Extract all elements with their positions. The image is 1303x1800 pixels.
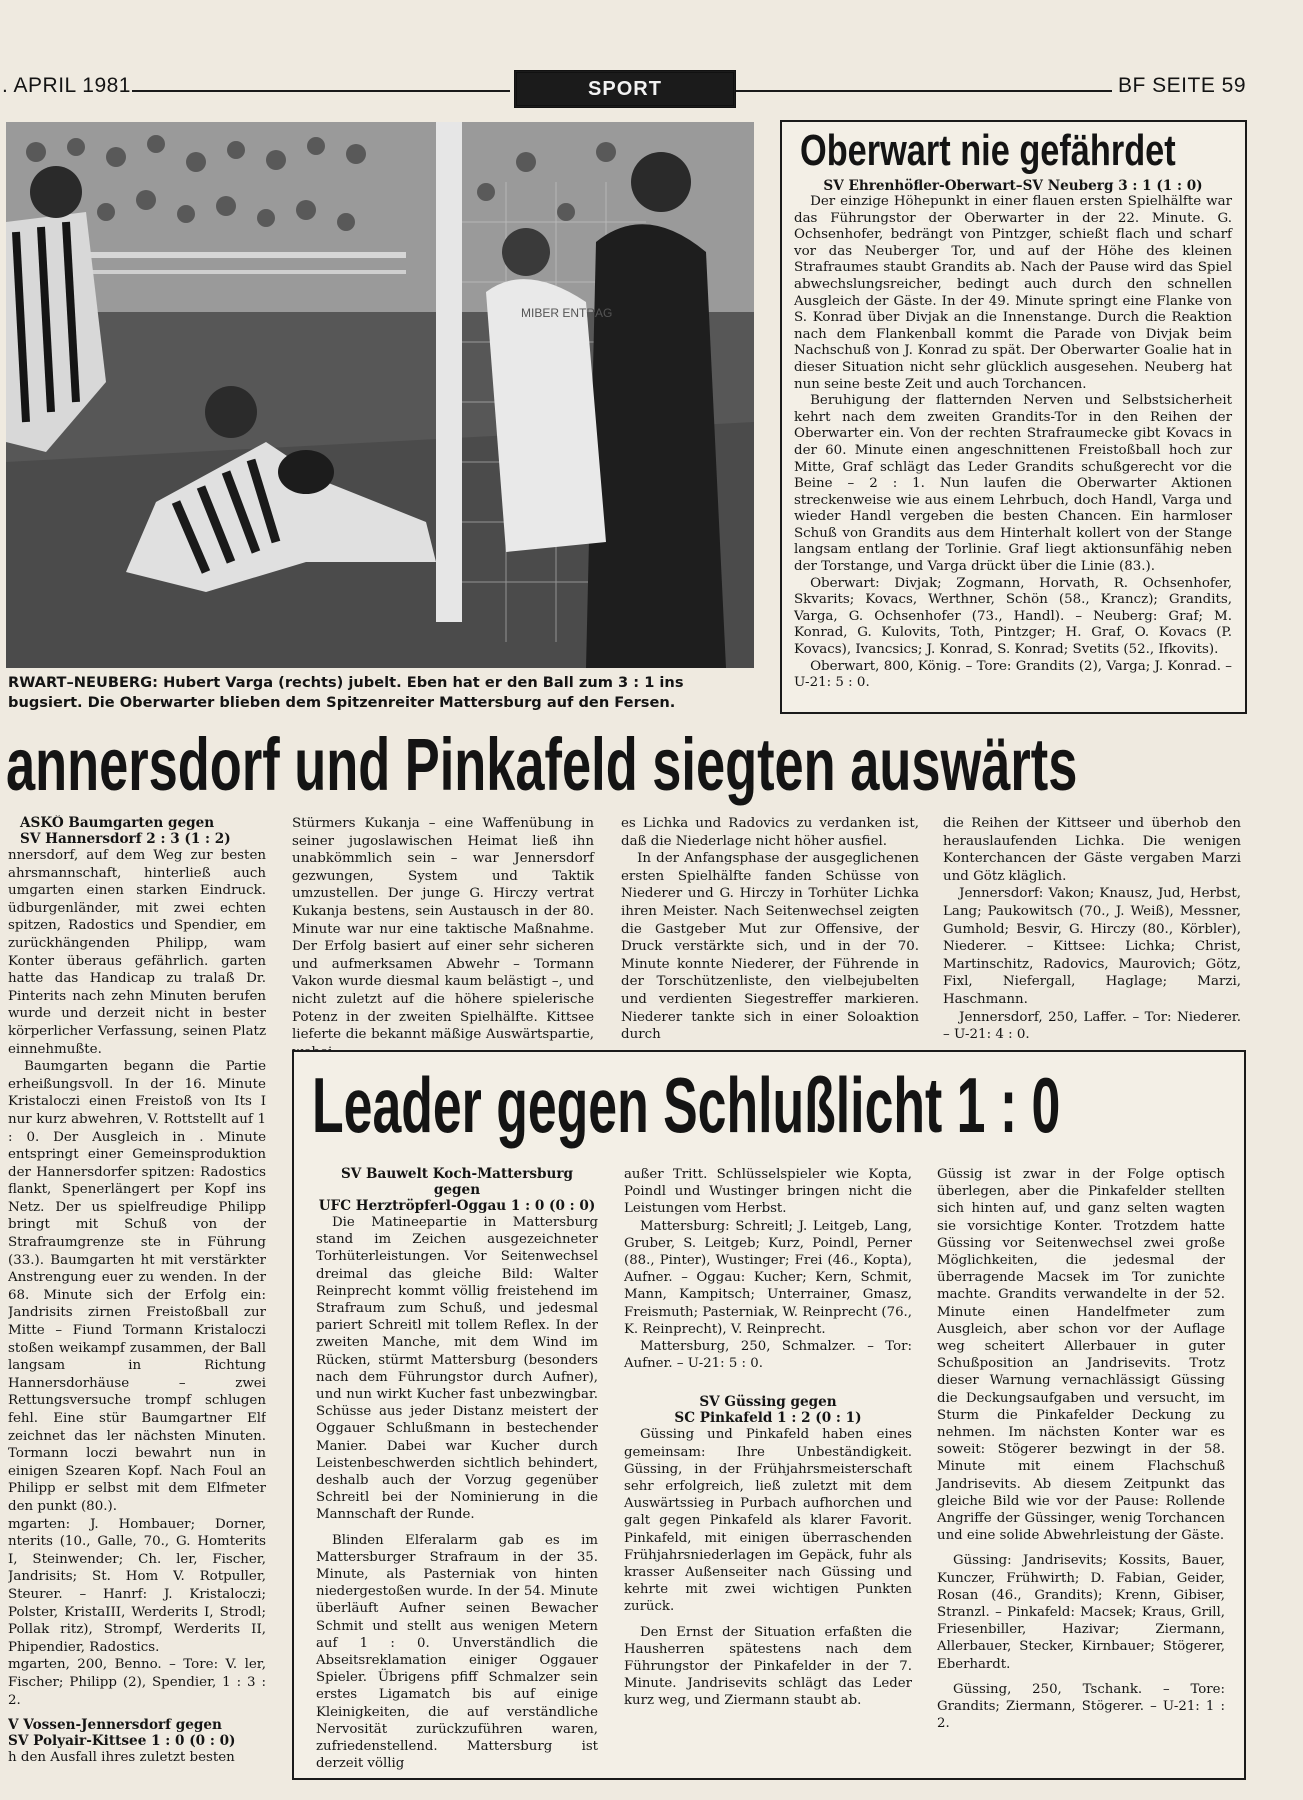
section-label: SPORT: [514, 70, 736, 108]
page-number: BF SEITE 59: [1118, 74, 1247, 97]
article2-col2: [292, 815, 594, 1061]
leader-col3: [937, 1166, 1225, 1733]
jennersdorf-lineup: Jennersdorf: Vakon; Knausz, Jud, Herbst, Lang; Paukowitsch (70., J. Weiß), Messner, Gumhold; Besvir, G. Hirczy (80., Körbler), Niederer. – Kittsee: Lichka; Christ, Martinschitz, Radovics, Maurovich; Götz, Fixl, Niefergall, Haglage; Marzi, Haschmann.: [943, 886, 1241, 1007]
oberwart-match-result: SV Ehrenhöfler-Oberwart–SV Neuberg 3 : 1 (1 : 0): [823, 178, 1203, 194]
oberwart-paragraph-1: Der einzige Höhepunkt in einer flauen ersten Spielhälfte war das Führungstor der Oberwarter in der 22. Minute. G. Ochsenhofer, bedrängt von Pintzger, schießt flach und scharf vor das Neuberger Tor, und auf der Höhe des kleinen Strafraumes staubt Grandits ab. Nach der Pause wird das Spiel abwechslungsreicher, bedingt auch durch den schnellen Ausgleich der Gäste. In der 49. Minute springt eine Flanke von S. Konrad über Divjak an die Innenstange. Durch die Reaktion nach dem Flankenball kommt die Parade von Divjak beim Nachschuß von J. Konrad zu spät. Der Oberwarter Goalie hat in dieser Situation nicht sehr glücklich ausgesehen. Neuberg hat nun seine beste Zeit und auch Torchancen.: [794, 194, 1232, 392]
match-result-baumgarten: SV Hannersdorf 2 : 3 (1 : 2): [20, 831, 231, 847]
leader-report-box: [292, 1050, 1246, 1780]
page-date: . APRIL 1981: [2, 74, 131, 97]
jennersdorf-paragraph-4: die Reihen der Kittseer und überhob den herauslaufenden Lichka. Die wenigen Konterchancen der Gäste vergaben Marzi und Götz kläglich.: [943, 816, 1241, 884]
mattersburg-lineup: Mattersburg: Schreitl; J. Leitgeb, Lang, Gruber, S. Leitgeb; Kurz, Poindl, Perner (88., Pinter), Wustinger; Frei (46., Kopta), Aufner. – Oggau: Kucher; Kern, Schmit, Mann, Kampitsch; Unterrainer, Gmasz, Freismuth; Pasterniak, W. Reinprecht (76., K. Reinprecht), V. Reinprecht.: [624, 1218, 912, 1337]
oberwart-stats: Oberwart, 800, König. – Tore: Grandits (2), Varga; J. Konrad. – U-21: 5 : 0.: [794, 658, 1232, 691]
spacer: [937, 1673, 1225, 1681]
header-rule-left: [132, 90, 510, 92]
caption-line-2: bugsiert. Die Oberwarter blieben dem Spitzenreiter Mattersburg auf den Fersen.: [8, 694, 676, 711]
baumgarten-lineup: mgarten: J. Hombauer; Dorner, nterits (10., Galle, 70., G. Homterits I, Steinwender; Ch. ler, Fischer, Jandrisits; St. Hom V. Rotpuller, Steurer. – Hanrf: J. Kristaloczi; Polster, KristaIII, Werderits I, Strodl; Pollak ritz), Strompf, Werderits II, Phipendier, Radostics.: [8, 1516, 266, 1655]
caption-line-1: RWART–NEUBERG: Hubert Varga (rechts) jubelt. Eben hat er den Ball zum 3 : 1 ins: [8, 674, 684, 691]
jennersdorf-paragraph-start: h den Ausfall ihres zuletzt besten: [8, 1750, 235, 1766]
spacer: [8, 1709, 266, 1717]
match-heading-jennersdorf: V Vossen-Jennersdorf gegen: [8, 1717, 222, 1734]
article2-col3: [621, 815, 919, 1044]
spacer: [624, 1372, 912, 1394]
guessing-paragraph-2: Den Ernst der Situation erfaßten die Hausherren spätestens nach dem Führungstor der Pinkafelder in der 7. Minute. Jandrisevits schlägt das Leder kurz weg, und Ziermann staubt ab.: [624, 1624, 912, 1709]
leader-col2: [624, 1166, 912, 1710]
header-rule-right: [736, 90, 1112, 92]
article2-headline: annersdorf und Pinkafeld siegten auswärts: [6, 723, 1078, 806]
oberwart-lineup: Oberwart: Divjak; Zogmann, Horvath, R. Ochsenhofer, Skvarits; Kovacs, Werthner, Schön (58., Krancz); Grandits, Varga, G. Ochsenhofer (73., Handl). – Neuberg: Graf; M. Konrad, G. Kulovits, Toth, Pintzger; H. Graf, O. Kovacs (P. Kovacs), Ivancsics; J. Konrad, S. Konrad; Svetits (52., Ifkovits).: [794, 575, 1232, 658]
mattersburg-paragraph-2: Blinden Elferalarm gab es im Mattersburger Strafraum in der 35. Minute, als Pasterniak von hinten niedergestoßen wurde. In der 54. Minute überläuft Aufner seinen Bewacher Schmit und stellt aus wenigen Metern auf 1 : 0. Unverständlich die Abseitsreklamation einiger Oggauer Spieler. Übrigens pfiff Schmalzer sein erstes Ligamatch bis auf einige Kleinigkeiten, die auf verständliche Nervosität zurückzuführen waren, zufriedenstellend. Mattersburg ist derzeit völlig: [316, 1532, 598, 1772]
spacer: [937, 1544, 1225, 1552]
goalkeeper-shirt-text: MIBER ENTRAG: [521, 306, 613, 320]
mattersburg-paragraph-3: außer Tritt. Schlüsselspieler wie Kopta, Poindl und Wustinger bringen nicht die Leistungen vom Herbst.: [624, 1167, 912, 1217]
jennersdorf-paragraph-3: In der Anfangsphase der ausgeglichenen ersten Spielhälfte fanden Schüsse von Niederer und G. Hirczy in Torhüter Lichka ihren Meister. Nach Seitenwechsel zeigten die Gastgeber Mut zur Offensive, der Druck verstärkte sich, und in der 70. Minute konnte Niederer, der Führende in der Torschützenliste, den vielbejubelten und verdienten Siegestreffer markieren. Niederer tankte sich in einer Soloaktion durch: [621, 851, 919, 1043]
guessing-stats: Güssing, 250, Tschank. – Tore: Grandits; Ziermann, Stögerer. – U-21: 1 : 2.: [937, 1681, 1225, 1732]
oberwart-report-box: [780, 120, 1247, 714]
mattersburg-paragraph-1: Die Matineepartie in Mattersburg stand im Zeichen ausgezeichneter Torhüterleistungen. Vor Seitenwechsel dreimal das gleiche Bild: Walter Reinprecht kommt völlig freistehend im Strafraum zum Schuß, und jedesmal pariert Schreitl mit tollem Reflex. In der zweiten Manche, mit dem Wind im Rücken, stürmt Mattersburg (besonders nach dem Führungstor durch Aufner), und nun wirkt Kucher fast unbezwingbar. Schüsse aus jeder Distanz meistert der Oggauer Schlußmann in bestechender Manier. Dabei war Kucher durch Leistenbeschwerden sichtlich behindert, deshalb auch der Vorzug gegenüber Schreitl bei der Nominierung in die Mannschaft der Runde.: [316, 1215, 598, 1523]
baumgarten-stats: mgarten, 200, Benno. – Tore: V. ler, Fischer; Philipp (2), Spendier, 1 : 3 : 2.: [8, 1657, 266, 1708]
jennersdorf-paragraph-1: Stürmers Kukanja – eine Waffenübung in seiner jugoslawischen Heimat ließ ihn unabkömmlich sein – war Jennersdorf gezwungen, System und Taktik umzustellen. Der junge G. Hirczy vertrat Kukanja bestens, sein Austausch in der 80. Minute war nur eine taktische Maßnahme. Der Erfolg basiert auf einer sehr sicheren und aufmerksamen Abwehr – Tormann Vakon wurde diesmal kaum belästigt –, und nicht zuletzt auf die höhere spielerische Potenz in der zweiten Spielhälfte. Kittsee lieferte die bekannt mäßige Auswärtspartie,: [292, 816, 594, 1043]
photo-caption: [8, 673, 768, 713]
match-heading-guessing: SV Güssing gegen: [699, 1394, 837, 1411]
guessing-paragraph-3: Güssig ist zwar in der Folge optisch überlegen, aber die Pinkafelder stellten sich hinten auf, und ganz selten wagten sie vorsichtige Konter. Trotzdem hatte Güssing vor Seitenwechsel zwei große Möglichkeiten, die jedesmal der überragende Macsek im Tor zunichte machte. Grandits verwandelte in der 52. Minute einen Handelfmeter zum Ausgleich, aber schon vor der Auflage weg scheitert Allerbauer in guter Schußposition an Jandrisevits. Trotz dieser Warnung vernachlässigt Güssing die Deckungsaufgaben und versucht, im Sturm die Pinkafelder Deckung zu nehmen. Im nächsten Konter war es soweit: Stögerer bezwingt in der 58. Minute mit einem Flachschuß Jandrisevits. Ab diesem Zeitpunkt das gleiche Bild wie vor der Pause: Rollende Angriffe der Güssinger, wenig Torchancen und eine solide Abwehrleistung der Gäste.: [937, 1167, 1225, 1544]
baumgarten-paragraph-2: Baumgarten begann die Partie erheißungsvoll. In der 16. Minute Kristaloczi einen Freistoß von Its I nur kurz abwehren, V. Rottstellt auf 1 : 0. Der Ausgleich in . Minute entspringt einer Gemeinsproduktion der Hannersdorfer spitzen: Radostics flankt, Spenerlängert per Kopf ins Netz. Der us spielfreudige Philipp bringt mit Schuß von der Strafraumgrenze ste in Führung (33.). Baumgarten ht mit verstärkter Anstrengung euer zu wenden. In der 68. Minute sich der Erfolg ein: Jandrisits zirnen Freistoßball zur Mitte – Fiund Tormann Kristaloczi stoßen weikampf zusammen, der Ball langsam in Richtung Hannersdorhäuse – zwei Rettungsversuche trompf schlugen fehl. Eine stür Baumgartner Elf zeichnet das ler nächsten Minuten. Tormann loczi bewahrt nun in einigen Szearen Kopf. Nach Foul an Philipp er selbst mit dem Elfmeter den punkt (80.).: [8, 1059, 266, 1514]
match-result-guessing: SC Pinkafeld 1 : 2 (0 : 1): [674, 1410, 862, 1427]
jennersdorf-paragraph-2: es Lichka und Radovics zu verdanken ist, daß die Niederlage nicht höher ausfiel.: [621, 816, 919, 849]
baumgarten-paragraph-1: nnersdorf, auf dem Weg zur besten ahrsmannschaft, hinterließ auch umgarten einen starken Eindruck. üdburgenländer, mit zwei echten spitzen, Radostics und Spendier, em zurückhängenden Philipp, wam Konter überaus gefährlich. garten hatte das Handicap zu tralaß Dr. Pinterits nach zehn Minuten berufen wurde und derzeit nicht in bester körperlicher Verfassung, seinen Platz einnehmußte.: [8, 848, 266, 1057]
guessing-paragraph-1: Güssing und Pinkafeld haben eines gemeinsam: Ihre Unbeständigkeit. Güssing, in der Frühjahrsmeisterschaft sehr erfolgreich, ließ zuletzt mit dem Auswärtssieg in Purbach aufhorchen und galt gegen Pinkafeld als klarer Favorit. Pinkafeld, mit einigen überraschenden Frühjahrsniederlagen im Gepäck, fuhr als krasser Außenseiter nach Güssing und kehrte mit zwei wichtigen Punkten zurück.: [624, 1427, 912, 1615]
spacer: [624, 1616, 912, 1624]
photo-illustration: [6, 122, 754, 668]
match-heading-mattersburg: SV Bauwelt Koch-Mattersburg gegen: [340, 1166, 574, 1198]
article2-col4: [943, 815, 1241, 1044]
oberwart-headline: Oberwart nie gefährdet: [800, 126, 1176, 175]
mattersburg-stats: Mattersburg, 250, Schmalzer. – Tor: Aufner. – U-21: 5 : 0.: [624, 1339, 912, 1372]
oberwart-report-text: [794, 178, 1232, 692]
match-result-mattersburg: UFC Herztröpferl-Oggau 1 : 0 (0 : 0): [318, 1198, 596, 1214]
leader-col1: [316, 1166, 598, 1773]
guessing-lineup: Güssing: Jandrisevits; Kossits, Bauer, Kunczer, Frühwirth; D. Fabian, Geider, Rosan (46., Grandits); Krenn, Gibiser, Stranzl. – Pinkafeld: Macsek; Kraus, Grill, Friesenbiller, Hazivar; Ziermann, Allerbauer, Stecker, Kirnbauer; Stögerer, Eberhardt.: [937, 1553, 1225, 1672]
spacer: [316, 1524, 598, 1532]
article2-col1: [8, 815, 266, 1785]
leader-headline: Leader gegen Schlußlicht 1 : 0: [312, 1061, 1061, 1149]
match-photo: [6, 122, 754, 668]
jennersdorf-stats: Jennersdorf, 250, Laffer. – Tor: Niederer. – U-21: 4 : 0.: [943, 1009, 1241, 1043]
match-result-jennersdorf: SV Polyair-Kittsee 1 : 0 (0 : 0): [8, 1733, 236, 1750]
match-heading-baumgarten: ASKÖ Baumgarten gegen: [20, 815, 215, 831]
oberwart-paragraph-2: Beruhigung der flatternden Nerven und Selbstsicherheit kehrt nach dem zweiten Grandits-Tor in den Reihen der Oberwarter ein. Von der rechten Strafraumecke gibt Kovacs in der 60. Minute einen angeschnittenen Freistoßball hoch zur Mitte, Graf schlägt das Leder Grandits schußgerecht vor die Beine – 2 : 1. Nun laufen die Oberwarter Aktionen streckenweise wie aus einem Lehrbuch, doch Handl, Varga und wieder Handl vergeben die besten Chancen. Ein harmloser Schuß von Grandits aus dem Hinterhalt kollert von der Stange langsam entlang der Torlinie. Graf liegt aktionsunfähig neben der Torstange, und Varga drückt über die Linie (83.).: [794, 393, 1232, 575]
